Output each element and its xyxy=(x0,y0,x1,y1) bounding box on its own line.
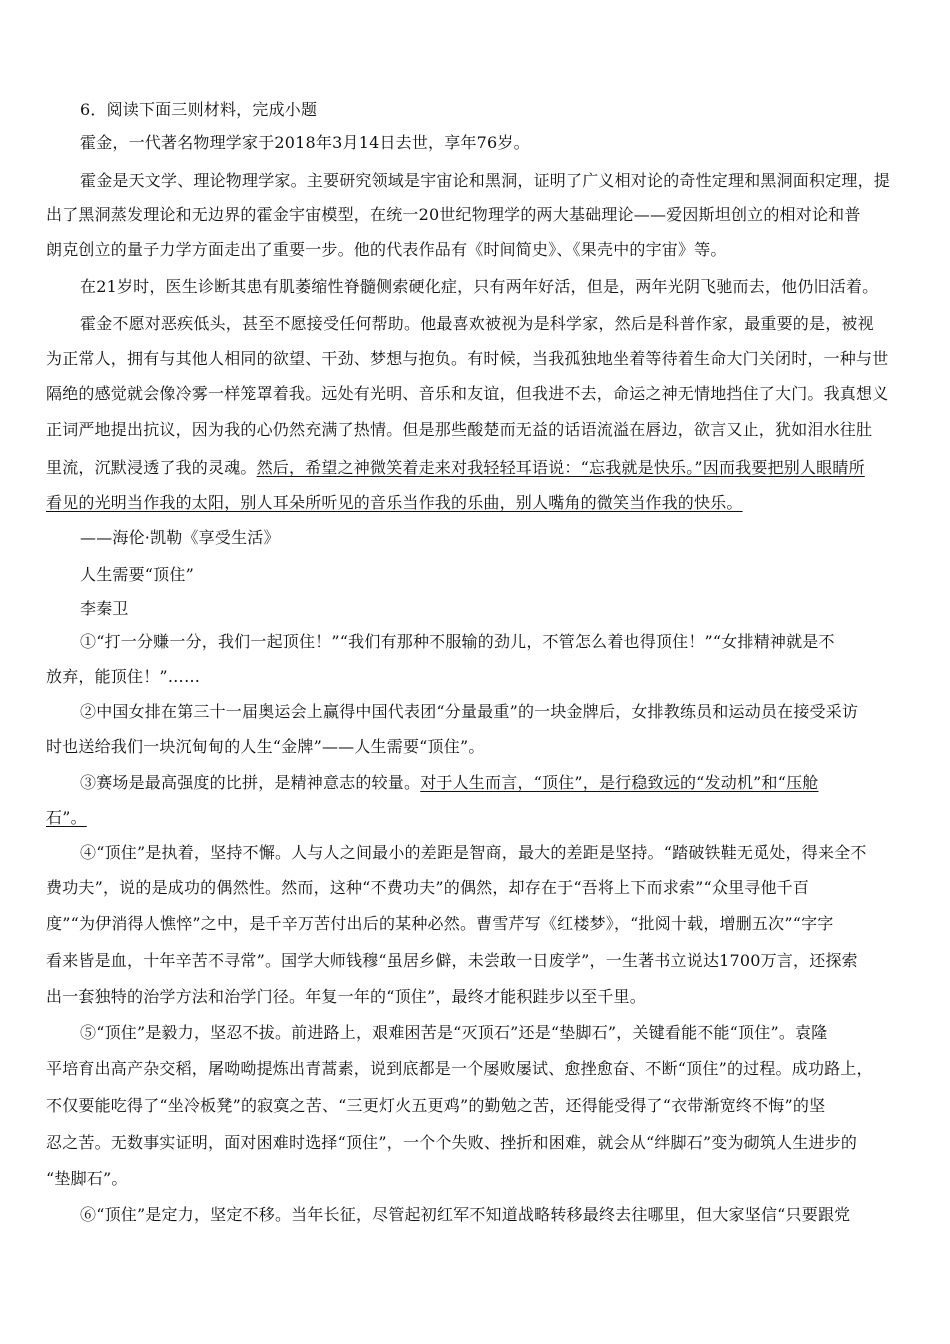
paragraph-2-line: ②中国女排在第三十一届奥运会上赢得中国代表团“分量最重”的一块金牌后，女排教练员和运动员在接受采访 xyxy=(80,702,859,721)
paragraph-1-line: 放弃，能顶住！”…… xyxy=(46,667,201,686)
paragraph-4-line: ④“顶住”是执着，坚持不懈。人与人之间最小的差距是智商，最大的差距是坚持。“踏破铁鞋无觅处，得来全不 xyxy=(80,843,867,862)
paragraph-4-line: 看来皆是血，十年辛苦不寻常”。国学大师钱穆“虽居乡僻，未尝敢一日废学”，一生著书立说达1700万言，还探索 xyxy=(46,951,858,970)
paragraph-4-line: 出一套独特的治学方法和治学门径。年复一年的“顶住”，最终才能积跬步以至千里。 xyxy=(46,987,646,1006)
underlined-sentence: 看见的光明当作我的太阳，别人耳朵所听见的音乐当作我的乐曲，别人嘴角的微笑当作我的快乐。 xyxy=(46,493,743,512)
article-title: 人生需要“顶住” xyxy=(80,565,194,584)
material2-line: 正词严地提出抗议，因为我的心仍然充满了热情。但是那些酸楚而无益的话语流溢在唇边，欲言又止，犹如泪水往肚 xyxy=(46,420,873,439)
underlined-sentence: 然后，希望之神微笑着走来对我轻轻耳语说：“忘我就是快乐。”因而我要把别人眼睛所 xyxy=(256,458,865,477)
material1-line: 出了黑洞蒸发理论和无边界的霍金宇宙模型，在统一20世纪物理学的两大基础理论——爱因斯坦创立的相对论和普 xyxy=(46,205,861,224)
paragraph-5-line: 不仅要能吃得了“坐冷板凳”的寂寞之苦、“三更灯火五更鸡”的勤勉之苦，还得能受得了“衣带渐宽终不悔”的坚 xyxy=(46,1096,826,1115)
paragraph-4-line: 费功夫”，说的是成功的偶然性。然而，这种“不费功夫”的偶然，却存在于“吾将上下而求索”“众里寻他千百 xyxy=(46,878,810,897)
material1-line: 霍金不愿对恶疾低头，甚至不愿接受任何帮助。他最喜欢被视为是科学家，然后是科普作家，最重要的是，被视 xyxy=(80,314,874,333)
material1-line: 朗克创立的量子力学方面走出了重要一步。他的代表作品有《时间简史》、《果壳中的宇宙》等。 xyxy=(46,240,727,259)
paragraph-6-line: ⑥“顶住”是定力，坚定不移。当年长征，尽管起初红军不知道战略转移最终去往哪里，但大家坚信“只要跟党 xyxy=(80,1205,851,1224)
paragraph-3-plain: ③赛场是最高强度的比拼，是精神意志的较量。 xyxy=(80,773,421,792)
paragraph-3-line xyxy=(46,808,87,828)
underlined-sentence: 石”。 xyxy=(46,808,87,827)
material2-line: 为正常人，拥有与其他人相同的欲望、干劲、梦想与抱负。有时候，当我孤独地坐着等待着生命大门关闭时，一种与世 xyxy=(46,349,889,368)
paragraph-2-line: 时也送给我们一块沉甸甸的人生“金牌”——人生需要“顶住”。 xyxy=(46,737,485,756)
material1-line: 霍金，一代著名物理学家于2018年3月14日去世，享年76岁。 xyxy=(80,133,530,152)
material2-plain-text: 里流，沉默浸透了我的灵魂。 xyxy=(46,458,257,477)
underlined-sentence: 对于人生而言，“顶住”，是行稳致远的“发动机”和“压舱 xyxy=(420,773,819,792)
material1-line: 在21岁时，医生诊断其患有肌萎缩性脊髓侧索硬化症，只有两年好活，但是，两年光阴飞驰而去，他仍旧活着。 xyxy=(80,277,879,296)
material2-line xyxy=(46,493,743,513)
material1-line: 霍金是天文学、理论物理学家。主要研究领域是宇宙论和黑洞，证明了广义相对论的奇性定理和黑洞面积定理，提 xyxy=(80,171,891,190)
paragraph-1-line: ①“打一分赚一分，我们一起顶住！”“我们有那种不服输的劲儿，不管怎么着也得顶住！”“女排精神就是不 xyxy=(80,632,835,651)
question-header: 6．阅读下面三则材料，完成小题 xyxy=(80,100,318,119)
material2-line xyxy=(46,458,865,478)
paragraph-4-line: 度”“为伊消得人憔悴”之中，是千辛万苦付出后的某种必然。曹雪芹写《红楼梦》，“批阅十载，增删五次”“字字 xyxy=(46,914,834,933)
paragraph-5-line: “垫脚石”。 xyxy=(46,1169,128,1188)
source-attribution: ——海伦·凯勒《享受生活》 xyxy=(80,528,280,547)
paragraph-5-line: 忍之苦。无数事实证明，面对困难时选择“顶住”，一个个失败、挫折和困难，就会从“绊脚石”变为砌筑人生进步的 xyxy=(46,1133,858,1152)
paragraph-5-line: 平培育出高产杂交稻，屠呦呦提炼出青蒿素，说到底都是一个屡败屡试、愈挫愈奋、不断“顶住”的过程。成功路上， xyxy=(46,1059,873,1078)
material2-line: 隔绝的感觉就会像冷雾一样笼罩着我。远处有光明、音乐和友谊，但我进不去，命运之神无情地挡住了大门。我真想义 xyxy=(46,384,889,403)
paragraph-3-line xyxy=(80,773,819,793)
article-author: 李秦卫 xyxy=(80,599,129,618)
paragraph-5-line: ⑤“顶住”是毅力，坚忍不拔。前进路上，艰难困苦是“灭顶石”还是“垫脚石”，关键看能不能“顶住”。袁隆 xyxy=(80,1023,828,1042)
